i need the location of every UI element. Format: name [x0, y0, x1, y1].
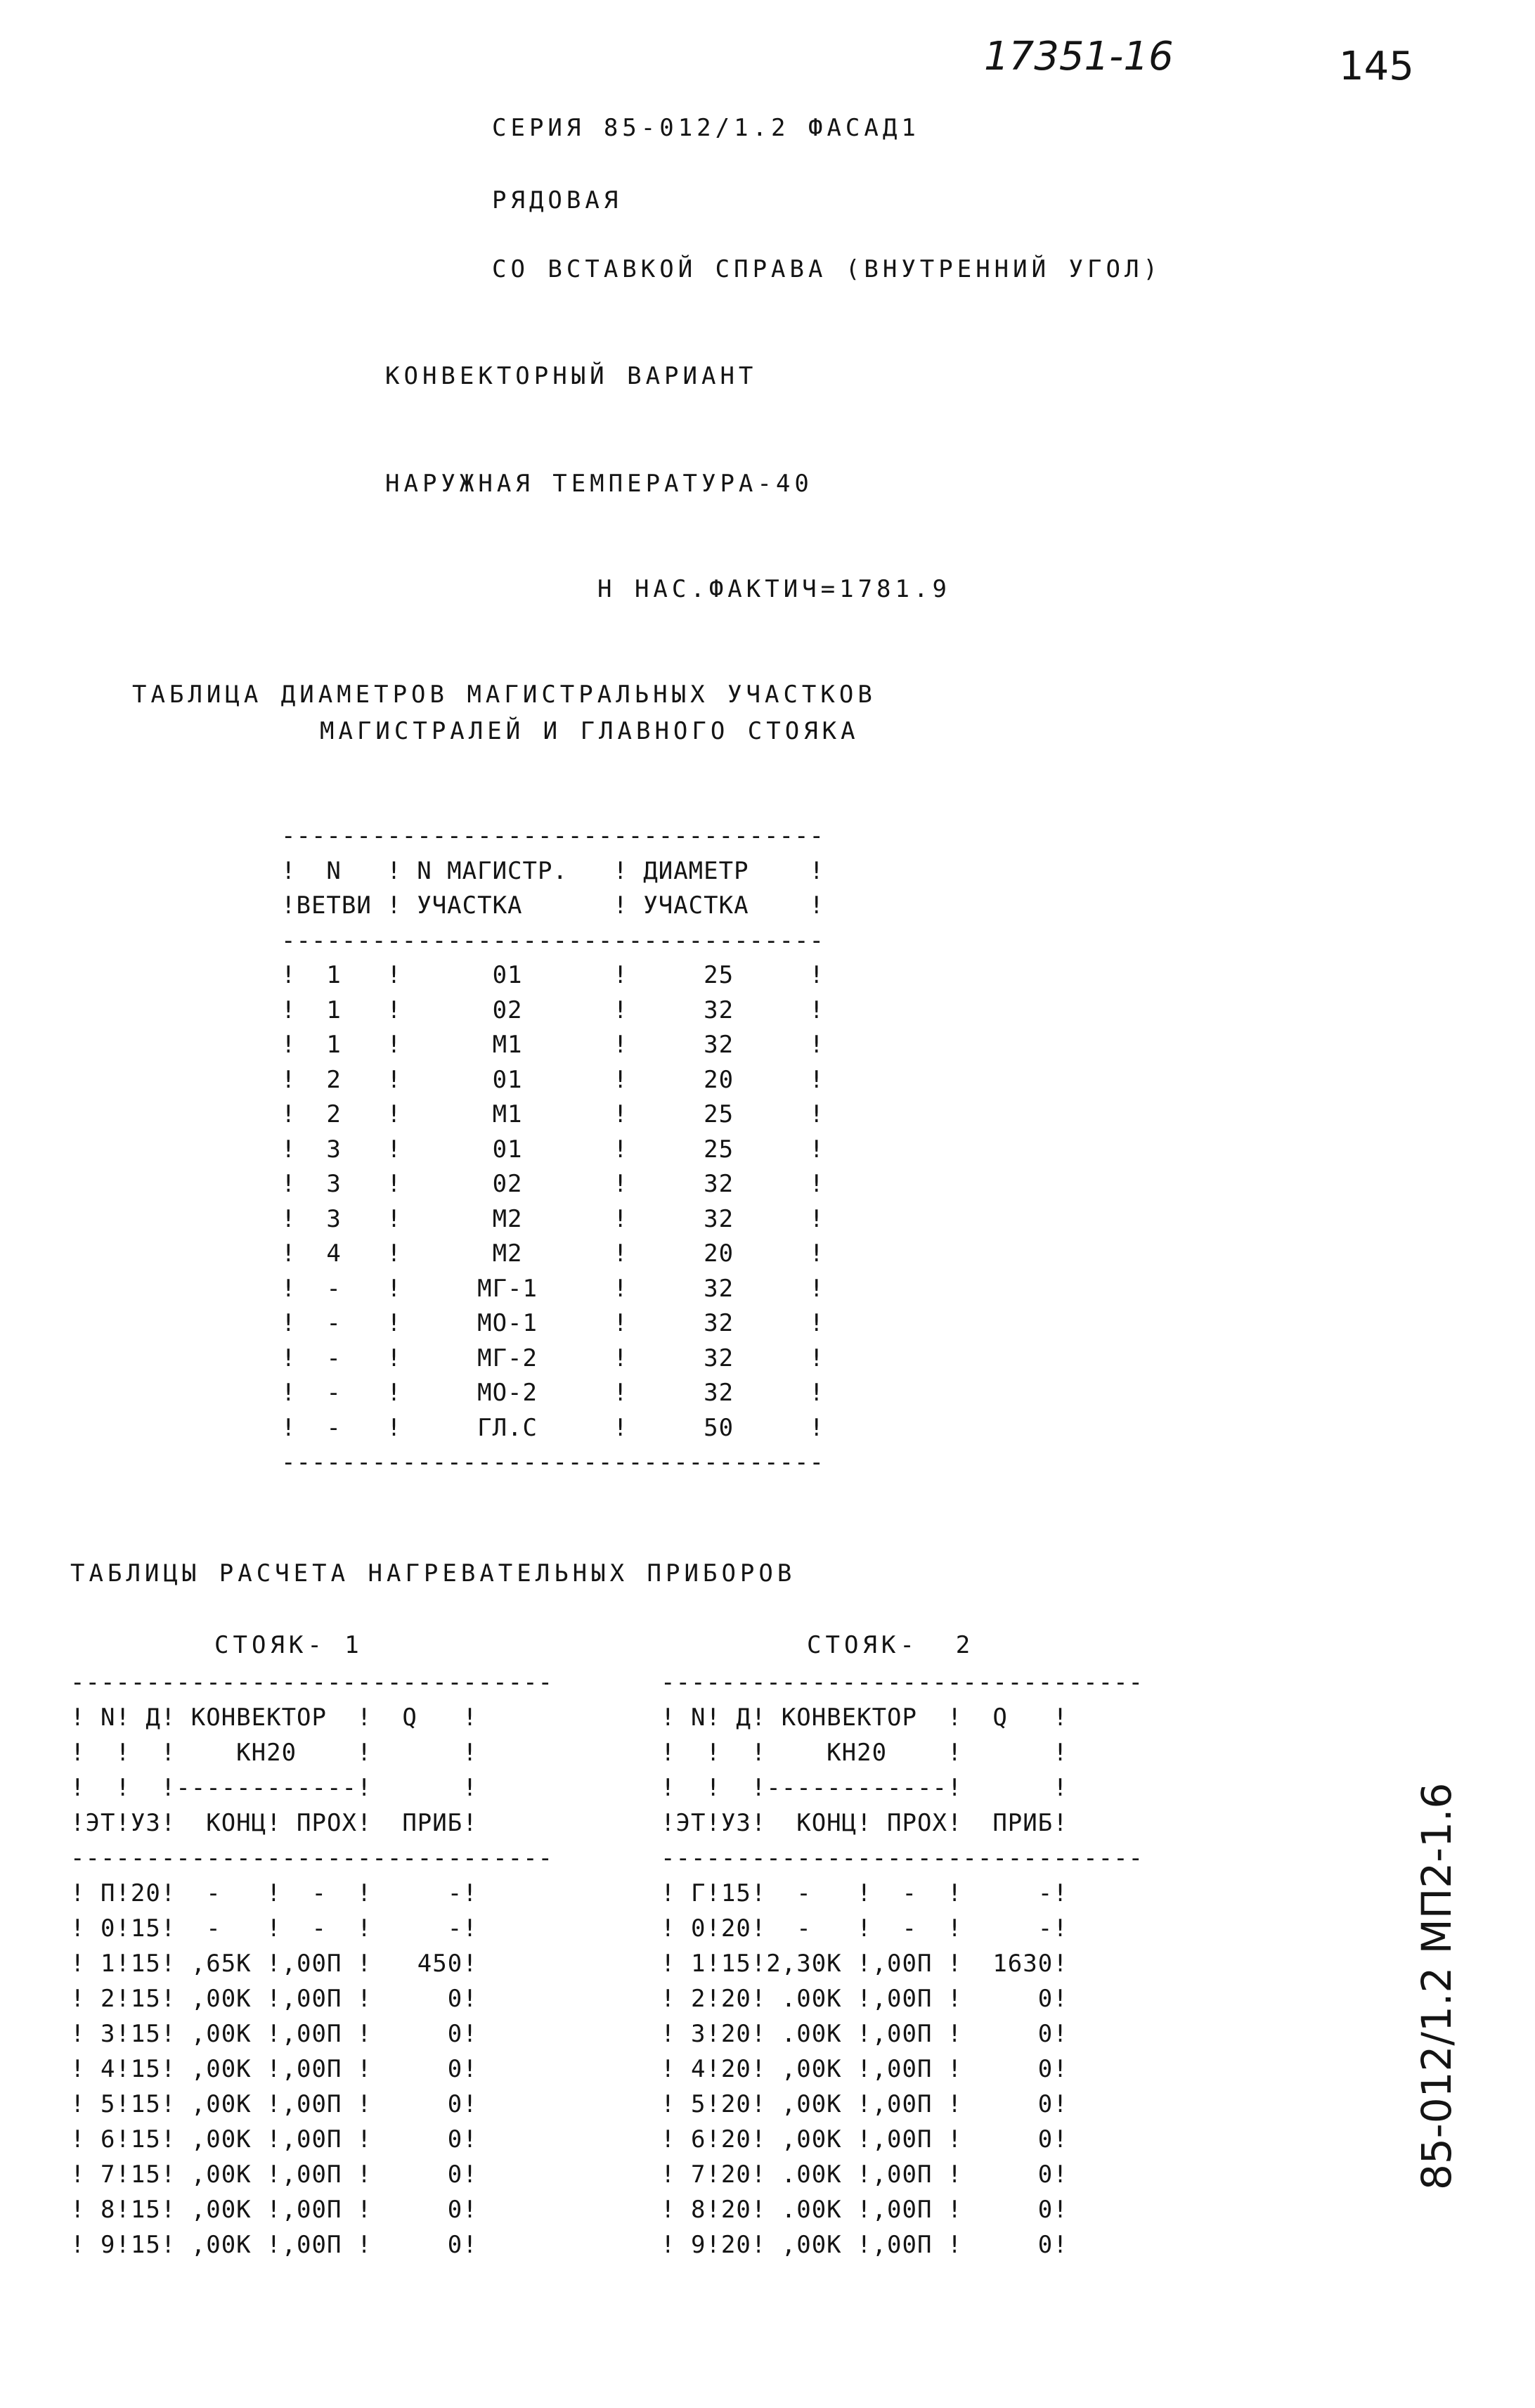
pressure-line: Н НАС.ФАКТИЧ=1781.9	[597, 575, 951, 603]
table-row: ! 3!15! ,00К !,00П ! 0!	[70, 2020, 478, 2048]
riser2-label: СТОЯК- 2	[807, 1631, 975, 1659]
rule: --------------------------------	[661, 1668, 1144, 1696]
table-row: ! 3 ! М2 ! 32 !	[281, 1204, 824, 1233]
table-row: ! 5!15! ,00К !,00П ! 0!	[70, 2090, 478, 2118]
insert-description: СО ВСТАВКОЙ СПРАВА (ВНУТРЕННИЙ УГОЛ)	[492, 255, 1162, 283]
table-row: ! 4!15! ,00К !,00П ! 0!	[70, 2055, 478, 2083]
table-row: ! 1!15! ,65К !,00П ! 450!	[70, 1950, 478, 1978]
table-row: ! 2!15! ,00К !,00П ! 0!	[70, 1985, 478, 2013]
table-row: ! - ! МГ-1 ! 32 !	[281, 1274, 824, 1303]
table-header: !ЭТ!УЗ! КОНЦ! ПРОХ! ПРИБ!	[70, 1809, 478, 1837]
rule: ! ! !------------! !	[661, 1774, 1068, 1802]
table-row: ! 5!20! ,00К !,00П ! 0!	[661, 2090, 1068, 2118]
table-row: ! П!20! - ! - ! -!	[70, 1879, 478, 1907]
table-row: ! 3 ! 02 ! 32 !	[281, 1170, 824, 1198]
table-header: ! ! ! КН20 ! !	[70, 1739, 478, 1767]
table-row: ! 3 ! 01 ! 25 !	[281, 1135, 824, 1164]
series-line: СЕРИЯ 85-012/1.2 ФАСАД1	[492, 114, 920, 142]
building-type: РЯДОВАЯ	[492, 186, 623, 214]
riser1-label: СТОЯК- 1	[214, 1631, 363, 1659]
variant-line: КОНВЕКТОРНЫЙ ВАРИАНТ	[385, 362, 758, 390]
table-row: ! - ! МО-2 ! 32 !	[281, 1379, 824, 1407]
rule: ------------------------------------	[281, 1448, 824, 1476]
riser1-table	[70, 1665, 553, 2262]
rule: ------------------------------------	[281, 926, 824, 955]
table-row: ! 2 ! 01 ! 20 !	[281, 1065, 824, 1094]
rule: --------------------------------	[70, 1668, 554, 1696]
page-number: 145	[1339, 44, 1414, 89]
table-row: ! 3!20! .00К !,00П ! 0!	[661, 2020, 1068, 2048]
table-row: ! 1!15!2,30К !,00П ! 1630!	[661, 1950, 1068, 1978]
table-header: ! N! Д! КОНВЕКТОР ! Q !	[70, 1704, 478, 1732]
table-row: ! - ! МО-1 ! 32 !	[281, 1309, 824, 1337]
diameters-title-2: МАГИСТРАЛЕЙ И ГЛАВНОГО СТОЯКА	[320, 717, 860, 745]
heaters-title: ТАБЛИЦЫ РАСЧЕТА НАГРЕВАТЕЛЬНЫХ ПРИБОРОВ	[70, 1559, 796, 1588]
table-row: ! 7!20! .00К !,00П ! 0!	[661, 2161, 1068, 2189]
rule: ------------------------------------	[281, 822, 824, 850]
table-row: ! 4 ! М2 ! 20 !	[281, 1240, 824, 1268]
table-header: !ВЕТВИ ! УЧАСТКА ! УЧАСТКА !	[281, 891, 824, 920]
table-row: ! 0!20! - ! - ! -!	[661, 1914, 1068, 1943]
table-row: ! 8!20! .00К !,00П ! 0!	[661, 2196, 1068, 2224]
table-header: !ЭТ!УЗ! КОНЦ! ПРОХ! ПРИБ!	[661, 1809, 1068, 1837]
table-row: ! 9!15! ,00К !,00П ! 0!	[70, 2231, 478, 2259]
rule: --------------------------------	[70, 1844, 554, 1872]
document-number: 17351-16	[984, 34, 1174, 79]
table-header: ! ! ! КН20 ! !	[661, 1739, 1068, 1767]
table-row: ! 1 ! 02 ! 32 !	[281, 996, 824, 1024]
table-row: ! 6!15! ,00К !,00П ! 0!	[70, 2125, 478, 2153]
table-row: ! 2 ! М1 ! 25 !	[281, 1100, 824, 1128]
table-row: ! - ! ГЛ.С ! 50 !	[281, 1413, 824, 1442]
table-row: ! 1 ! 01 ! 25 !	[281, 961, 824, 989]
temperature-line: НАРУЖНАЯ ТЕМПЕРАТУРА-40	[385, 470, 813, 498]
side-stamp: 85-012/1.2 МП2-1.6	[1413, 1782, 1460, 2190]
table-row: ! 2!20! .00К !,00П ! 0!	[661, 1985, 1068, 2013]
table-row: ! 0!15! - ! - ! -!	[70, 1914, 478, 1943]
table-header: ! N! Д! КОНВЕКТОР ! Q !	[661, 1704, 1068, 1732]
rule: ! ! !------------! !	[70, 1774, 478, 1802]
table-header: ! N ! N МАГИСТР. ! ДИАМЕТР !	[281, 856, 824, 885]
table-row: ! 9!20! ,00К !,00П ! 0!	[661, 2231, 1068, 2259]
table-row: ! 1 ! М1 ! 32 !	[281, 1031, 824, 1059]
diameters-table	[281, 819, 824, 1481]
diameters-title-1: ТАБЛИЦА ДИАМЕТРОВ МАГИСТРАЛЬНЫХ УЧАСТКОВ	[132, 681, 876, 709]
rule: --------------------------------	[661, 1844, 1144, 1872]
table-row: ! 8!15! ,00К !,00П ! 0!	[70, 2196, 478, 2224]
riser2-table	[661, 1665, 1144, 2262]
table-row: ! Г!15! - ! - ! -!	[661, 1879, 1068, 1907]
table-row: ! - ! МГ-2 ! 32 !	[281, 1344, 824, 1372]
table-row: ! 4!20! ,00К !,00П ! 0!	[661, 2055, 1068, 2083]
table-row: ! 6!20! ,00К !,00П ! 0!	[661, 2125, 1068, 2153]
table-row: ! 7!15! ,00К !,00П ! 0!	[70, 2161, 478, 2189]
